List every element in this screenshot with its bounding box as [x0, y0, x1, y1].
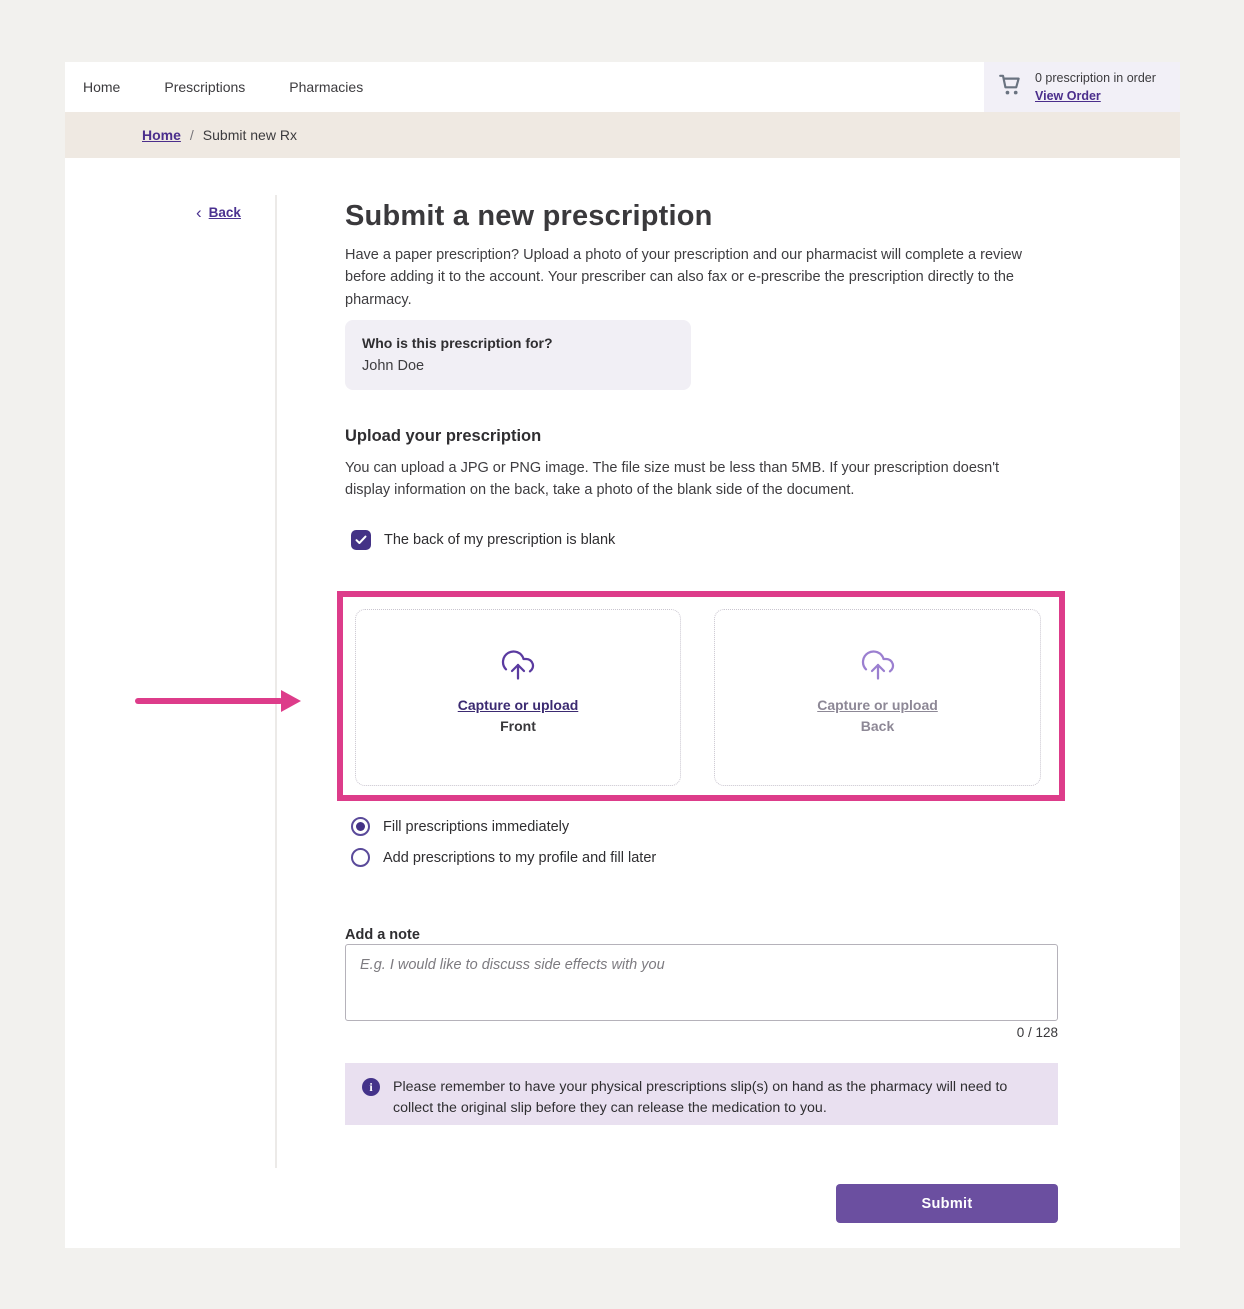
vertical-divider — [275, 195, 277, 1168]
upload-instructions: You can upload a JPG or PNG image. The file size must be less than 5MB. If your prescription doesn't display information on the back, take a photo of the blank side of the document. — [345, 460, 999, 499]
breadcrumb-home-link[interactable]: Home — [142, 127, 181, 143]
annotation-arrow — [135, 690, 301, 712]
checkbox-checked-icon[interactable] — [351, 530, 371, 550]
nav-item-prescriptions[interactable]: Prescriptions — [164, 79, 246, 95]
page-card — [65, 62, 1180, 1248]
cloud-upload-icon — [860, 647, 896, 688]
patient-name: John Doe — [362, 358, 425, 374]
page-description: Have a paper prescription? Upload a photo of your prescription and our pharmacist will complete a review before adding it to the account. Your prescriber can also fax or e-prescribe the prescription directly to the pharmacy. — [345, 247, 1023, 308]
patient-info-box — [345, 320, 691, 390]
note-label: Add a note — [345, 927, 420, 943]
breadcrumb — [65, 112, 1180, 158]
cart-count-label: 0 prescription in order — [1035, 70, 1156, 85]
info-banner-text: Please remember to have your physical prescriptions slip(s) on hand as the pharmacy will need to collect the original slip before they can release the medication to you. — [393, 1079, 1008, 1116]
patient-question: Who is this prescription for? — [362, 335, 553, 351]
radio-fill-later-label: Add prescriptions to my profile and fill later — [383, 849, 657, 866]
note-textarea[interactable] — [345, 944, 1058, 1021]
nav-item-home[interactable]: Home — [83, 79, 121, 95]
nav-item-pharmacies[interactable]: Pharmacies — [289, 79, 364, 95]
back-button[interactable] — [196, 205, 241, 220]
radio-fill-immediately[interactable] — [351, 817, 569, 836]
radio-fill-later[interactable] — [351, 848, 656, 867]
radio-selected-icon[interactable] — [351, 817, 370, 836]
cart-icon[interactable] — [997, 72, 1024, 103]
view-order-link[interactable]: View Order — [1035, 89, 1101, 103]
page-title: Submit a new prescription — [345, 200, 713, 232]
upload-section-heading: Upload your prescription — [345, 427, 542, 445]
breadcrumb-current: Submit new Rx — [202, 127, 297, 143]
upload-zone-front[interactable] — [355, 609, 681, 786]
info-banner — [345, 1063, 1058, 1125]
note-char-counter: 0 / 128 — [1016, 1025, 1058, 1040]
upload-zone-back[interactable] — [714, 609, 1041, 786]
radio-fill-immediately-label: Fill prescriptions immediately — [383, 818, 570, 835]
cart-summary — [984, 62, 1180, 112]
back-label: Back — [208, 205, 241, 220]
capture-upload-front-link[interactable]: Capture or upload — [457, 697, 579, 713]
back-blank-checkbox-row[interactable] — [351, 530, 615, 550]
info-icon: i — [362, 1078, 380, 1096]
chevron-left-icon: ‹ — [196, 203, 202, 222]
radio-unselected-icon[interactable] — [351, 848, 370, 867]
cloud-upload-icon — [500, 647, 536, 688]
upload-front-label: Front — [500, 718, 536, 734]
breadcrumb-separator: / — [189, 127, 194, 143]
upload-back-label: Back — [860, 718, 895, 734]
submit-button[interactable]: Submit — [836, 1184, 1058, 1223]
annotation-highlight-rect — [337, 591, 1065, 801]
back-blank-checkbox-label: The back of my prescription is blank — [384, 532, 616, 548]
capture-upload-back-link[interactable]: Capture or upload — [817, 697, 938, 713]
